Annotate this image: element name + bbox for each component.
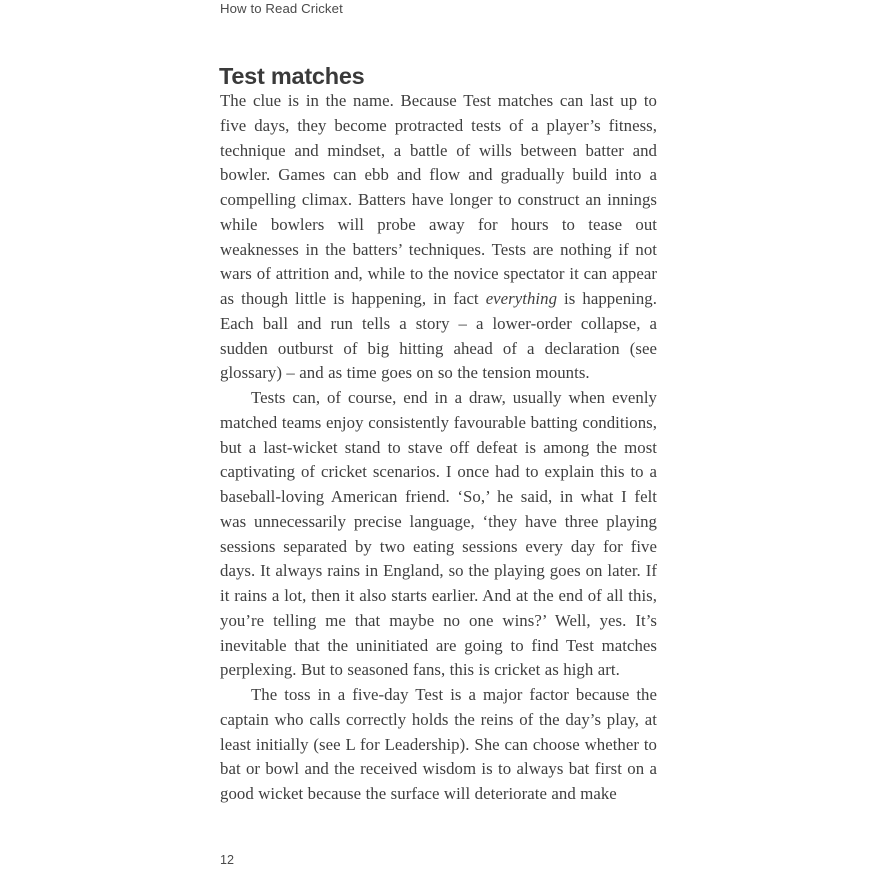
body-paragraph: Tests can, of course, end in a draw, usually when evenly matched teams enjoy consistently favourable batting conditions, but a last-wicket stand to stave off defeat is among the most captivating of cricket scenarios. I once had to explain this to a baseball-loving American friend. ‘So,’ he said, in what I felt was unnecessarily precise language, ‘they have three playing sessions separated by two eating sessions every day for five days. It always rains in England, so the playing goes on later. If it rains a lot, then it also starts earlier. And at the end of all this, you’re telling me that maybe no one wins?’ Well, yes. It’s inevitable that the uninitiated are going to find Test matches perplexing. But to seasoned fans, this is cricket as high art. — [220, 388, 657, 680]
body-paragraph: The clue is in the name. Because Test matches can last up to five days, they become protracted tests of a player’s fitness, technique and mindset, a battle of wills between batter and bowler. Games can ebb and flow and gradually build into a compelling climax. Batters have longer to construct an innings while bowlers will probe away for hours to tease out weaknesses in the batters’ techniques. Tests are nothing if not wars of attrition and, while to the novice spectator it can appear as though little is happening, in fact everything is happening. Each ball and run tells a story – a lower-order collapse, a sudden outburst of big hitting ahead of a declaration (see glossary) – and as time goes on so the tension mounts. — [220, 91, 657, 383]
emphasis-text: everything — [485, 289, 558, 308]
body-paragraph: The toss in a five-day Test is a major factor because the captain who calls correctly holds the reins of the day’s play, at least initially (see L for Leadership). She can choose whether to bat or bowl and the received wisdom is to always bat first on a good wicket because the surface will deteriorate and make — [220, 685, 657, 803]
chapter-heading: Test matches — [219, 62, 365, 89]
running-header: How to Read Cricket — [220, 1, 343, 16]
body-text-column — [220, 89, 657, 807]
page-number: 12 — [220, 853, 235, 867]
